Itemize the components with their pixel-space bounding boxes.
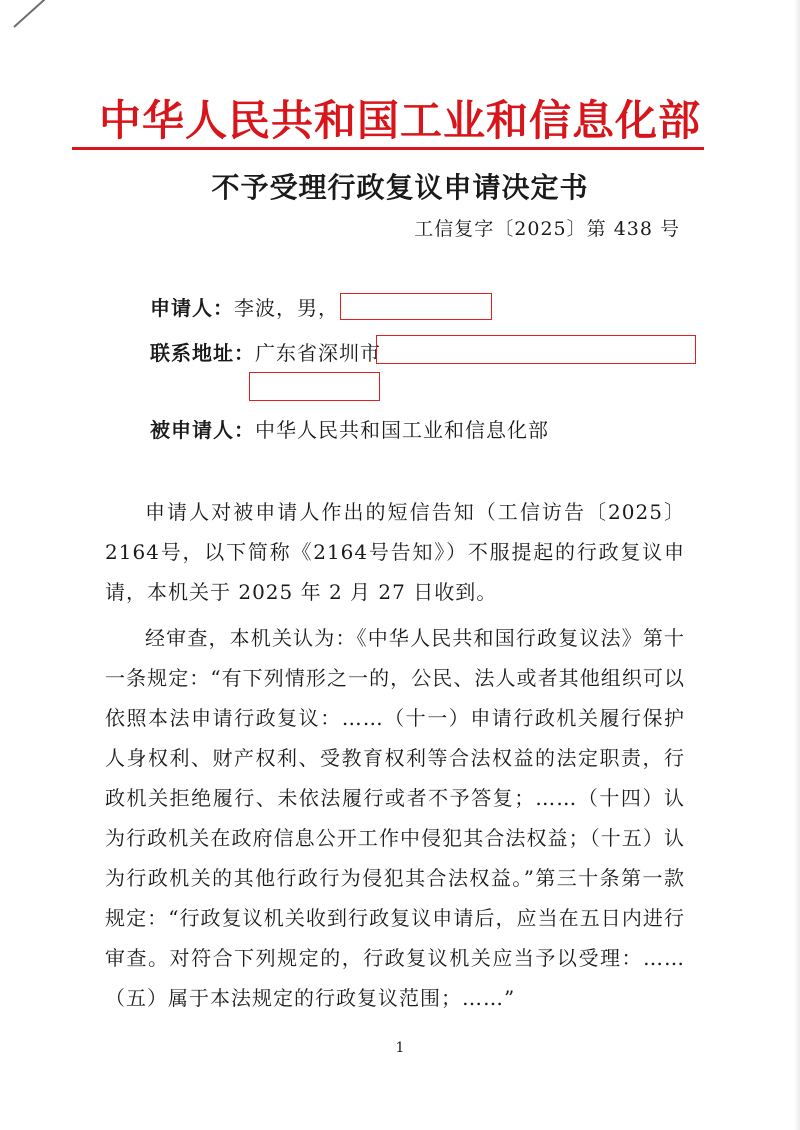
redaction-box bbox=[249, 372, 380, 401]
redaction-box bbox=[340, 293, 492, 320]
address-value: 广东省深圳市 bbox=[255, 341, 381, 365]
body-text bbox=[105, 492, 685, 1018]
redaction-box bbox=[376, 335, 696, 364]
address-label: 联系地址： bbox=[150, 341, 255, 365]
page-number: 1 bbox=[395, 1040, 405, 1056]
applicant-line bbox=[150, 292, 339, 321]
paragraph: 经审查，本机关认为：《中华人民共和国行政复议法》第十一条规定：“有下列情形之一的，公民、法人或者其他组织可以依照本法申请行政复议：……（十一）申请行政机关履行保护人身权利、财产权利、受教育权利等合法权益的法定职责，行政机关拒绝履行、未依法履行或者不予答复；……（十四）认为行政机关在政府信息公开工作中侵犯其合法权益；（十五）认为行政机关的其他行政行为侵犯其合法权益。”第三十条第一款规定：“行政复议机关收到行政复议申请后，应当在五日内进行审查。对符合下列规定的，行政复议机关应当予以受理：……（五）属于本法规定的行政复议范围；……” bbox=[105, 626, 685, 1010]
scan-edge bbox=[794, 0, 800, 1130]
respondent-line bbox=[150, 414, 549, 443]
paragraph: 申请人对被申请人作出的短信告知（工信访告〔2025〕2164号，以下简称《2164号告知》）不服提起的行政复议申请，本机关于 2025 年 2 月 27 日收到。 bbox=[105, 500, 685, 604]
applicant-value: 李波，男， bbox=[234, 296, 339, 320]
address-line bbox=[150, 337, 381, 366]
respondent-value: 中华人民共和国工业和信息化部 bbox=[255, 418, 549, 442]
applicant-label: 申请人： bbox=[150, 296, 234, 320]
document-title: 不予受理行政复议申请决定书 bbox=[211, 171, 589, 204]
agency-header: 中华人民共和国工业和信息化部 bbox=[98, 96, 701, 145]
respondent-label: 被申请人： bbox=[150, 418, 255, 442]
header-red-line bbox=[72, 147, 704, 150]
document-number: 工信复字〔2025〕第 438 号 bbox=[414, 218, 680, 240]
scan-mark bbox=[13, 0, 49, 28]
